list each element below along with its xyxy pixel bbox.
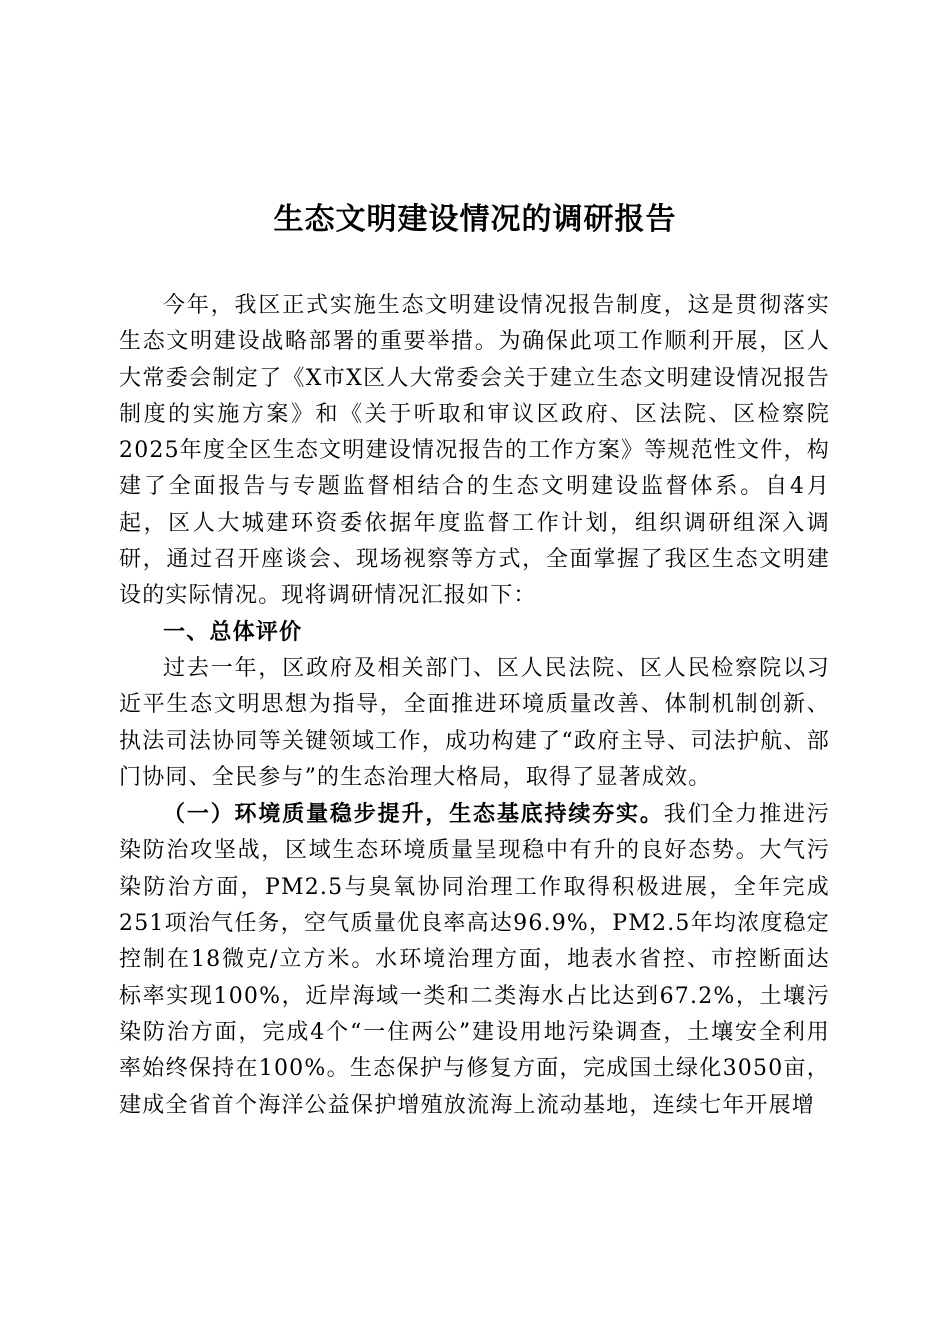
document-body bbox=[119, 288, 830, 1124]
subsection-lead-sentence: （一）环境质量稳步提升，生态基底持续夯实。 bbox=[163, 801, 664, 828]
intro-paragraph: 今年，我区正式实施生态文明建设情况报告制度，这是贯彻落实生态文明建设战略部署的重要举措。为确保此项工作顺利开展，区人大常委会制定了《X市X区人大常委会关于建立生态文明建设情况报告制度的实施方案》和《关于听取和审议区政府、区法院、区检察院2025年度全区生态文明建设情况报告的工作方案》等规范性文件，构建了全面报告与专题监督相结合的生态文明建设监督体系。自4月起，区人大城建环资委依据年度监督工作计划，组织调研组深入调研，通过召开座谈会、现场视察等方式，全面掌握了我区生态文明建设的实际情况。现将调研情况汇报如下： bbox=[119, 293, 830, 609]
section-heading-overall-evaluation: 一、总体评价 bbox=[163, 619, 303, 645]
subsection-environment-quality-paragraph bbox=[119, 796, 830, 1124]
document-title: 生态文明建设情况的调研报告 bbox=[273, 202, 677, 237]
subsection-body-text: 我们全力推进污染防治攻坚战，区域生态环境质量呈现稳中有升的良好态势。大气污染防治方面，PM2.5与臭氧协同治理工作取得积极进展，全年完成251项治气任务，空气质量优良率高达96.9%，PM2.5年均浓度稳定控制在18微克/立方米。水环境治理方面，地表水省控、市控断面达标率实现100%，近岸海域一类和二类海水占比达到67.2%，土壤污染防治方面，完成4个“一住两公”建设用地污染调查，土壤安全利用率始终保持在100%。生态保护与修复方面，完成国土绿化3050亩，建成全省首个海洋公益保护增殖放流海上流动基地，连续七年开展增 bbox=[119, 802, 830, 1118]
overall-evaluation-paragraph: 过去一年，区政府及相关部门、区人民法院、区人民检察院以习近平生态文明思想为指导，全面推进环境质量改善、体制机制创新、执法司法协同等关键领域工作，成功构建了“政府主导、司法护航、部门协同、全民参与”的生态治理大格局，取得了显著成效。 bbox=[119, 655, 830, 790]
